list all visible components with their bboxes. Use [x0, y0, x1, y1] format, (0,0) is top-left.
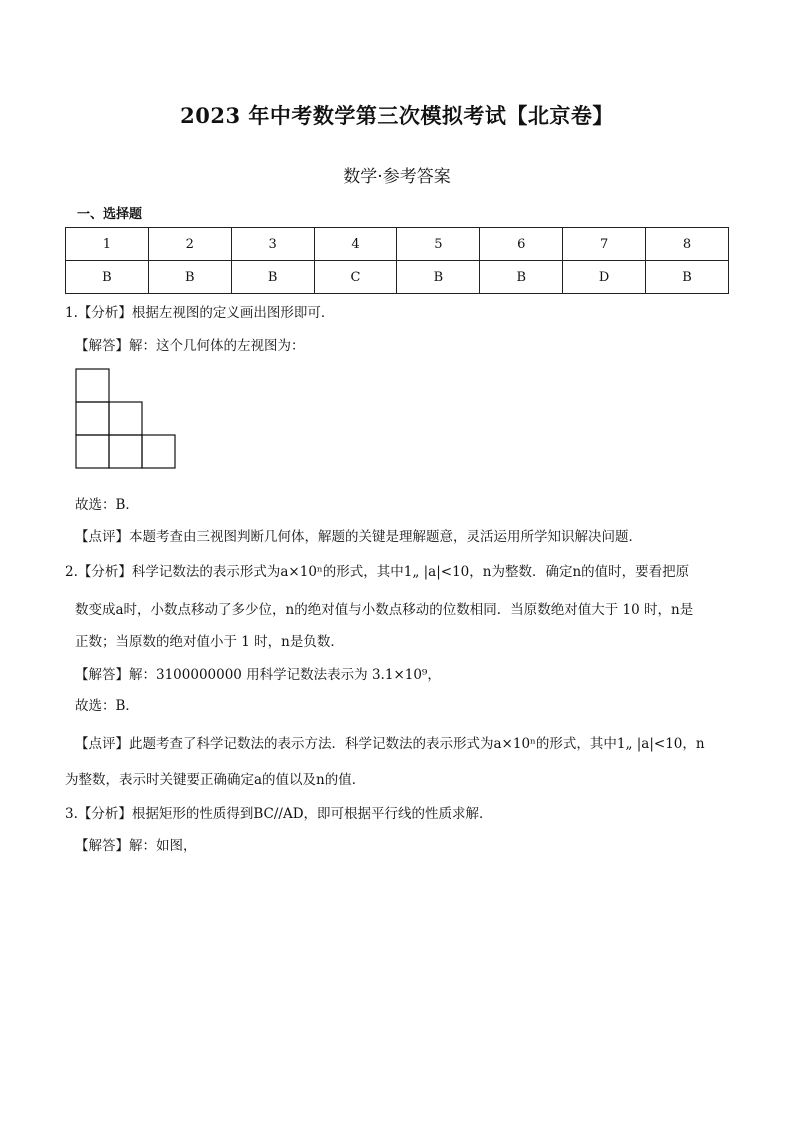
- table-cell: 5: [397, 228, 480, 261]
- table-cell: B: [231, 261, 314, 294]
- page-title: 2023 年中考数学第三次模拟考试【北京卷】: [180, 103, 614, 128]
- q2-analysis-line-2: 数变成a时，小数点移动了多少位，n的绝对值与小数点移动的位数相同．当原数绝对值大于 10 时，n是: [75, 602, 694, 618]
- page-subtitle: 数学·参考答案: [343, 167, 451, 187]
- q2-choice: 故选：B．: [75, 698, 139, 714]
- table-cell: 4: [314, 228, 397, 261]
- q2-analysis-line-1: 2.【分析】科学记数法的表示形式为a×10ⁿ的形式，其中1„ |a|<10，n为整数．确定n的值时，要看把原: [65, 564, 690, 580]
- table-cell: B: [646, 261, 729, 294]
- figure-square: [109, 402, 142, 435]
- left-view-figure: [73, 366, 181, 472]
- q3-solution: 【解答】解：如图，: [75, 838, 197, 854]
- q1-choice: 故选：B．: [75, 497, 139, 513]
- table-cell: B: [397, 261, 480, 294]
- table-row-answers: [66, 261, 729, 294]
- q1-comment: 【点评】本题考查由三视图判断几何体，解题的关键是理解题意，灵活运用所学知识解决问题．: [75, 529, 642, 545]
- q2-comment-line-2: 为整数，表示时关键要正确确定a的值以及n的值．: [65, 772, 366, 788]
- table-cell: B: [66, 261, 149, 294]
- figure-square: [76, 402, 109, 435]
- table-cell: C: [314, 261, 397, 294]
- table-cell: 2: [148, 228, 231, 261]
- q2-analysis-line-3: 正数；当原数的绝对值小于 1 时，n是负数．: [75, 634, 344, 650]
- q2-solution: 【解答】解：3100000000 用科学记数法表示为 3.1×10⁹，: [75, 667, 441, 683]
- q3-analysis: 3.【分析】根据矩形的性质得到BC//AD，即可根据平行线的性质求解．: [65, 806, 493, 822]
- q1-analysis: 1.【分析】根据左视图的定义画出图形即可．: [65, 305, 335, 321]
- q1-solution: 【解答】解：这个几何体的左视图为：: [75, 338, 305, 354]
- table-cell: B: [148, 261, 231, 294]
- table-cell: 8: [646, 228, 729, 261]
- section-heading: 一、选择题: [77, 207, 143, 222]
- table-cell: 6: [480, 228, 563, 261]
- table-row-numbers: [66, 228, 729, 261]
- table-cell: 1: [66, 228, 149, 261]
- table-cell: 3: [231, 228, 314, 261]
- table-cell: 7: [563, 228, 646, 261]
- table-cell: B: [480, 261, 563, 294]
- figure-square: [109, 435, 142, 468]
- figure-square: [76, 369, 109, 402]
- answer-table: [65, 227, 729, 294]
- table-cell: D: [563, 261, 646, 294]
- figure-square: [76, 435, 109, 468]
- q2-comment-line-1: 【点评】此题考查了科学记数法的表示方法．科学记数法的表示形式为a×10ⁿ的形式，其中1„ |a|<10，n: [75, 736, 705, 752]
- figure-square: [142, 435, 175, 468]
